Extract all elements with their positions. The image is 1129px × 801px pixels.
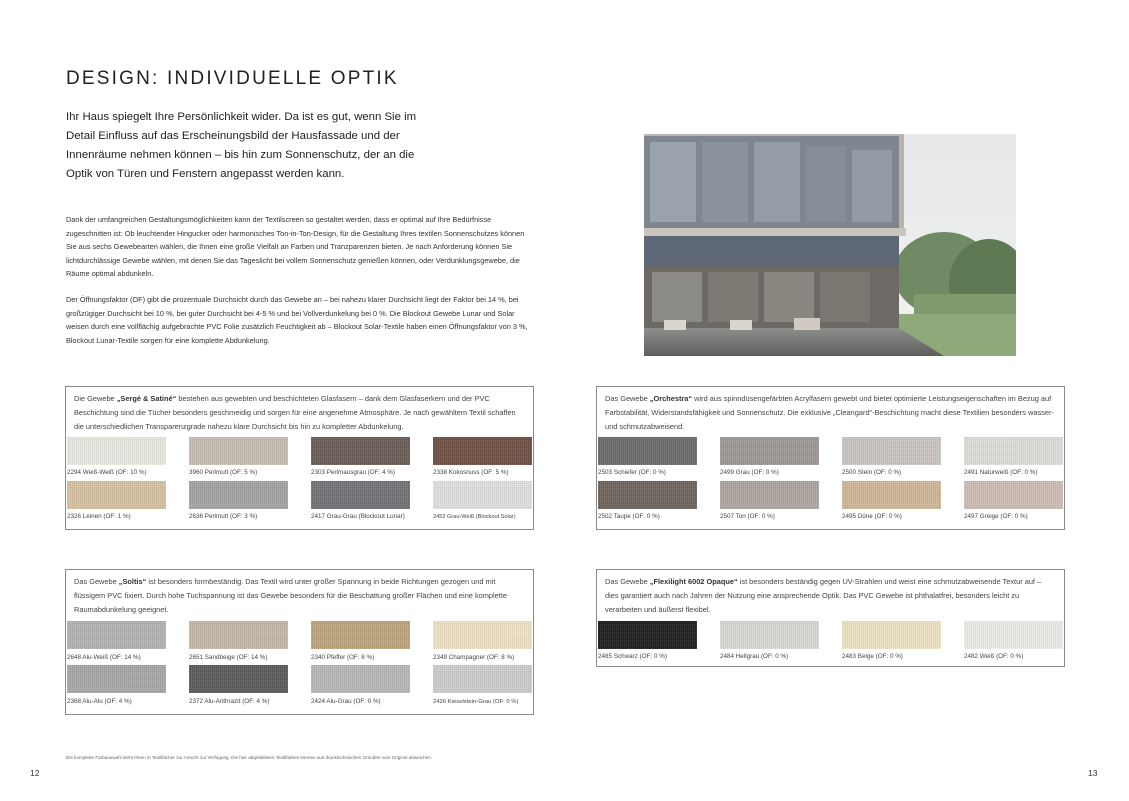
swatch-label: 2499 Grau (OF: 0 %) bbox=[720, 469, 779, 476]
fabric-box-soltis bbox=[65, 569, 534, 715]
page-number-right: 13 bbox=[1088, 768, 1098, 778]
fabric-swatch bbox=[67, 437, 166, 465]
fabric-swatch bbox=[311, 481, 410, 509]
swatch-label: 2651 Sandbeige (OF: 14 %) bbox=[189, 654, 268, 661]
fabric-swatch bbox=[433, 665, 532, 693]
fabric-name: „Orchestra“ bbox=[649, 394, 693, 403]
fabric-swatch bbox=[433, 621, 532, 649]
fabric-description: Das Gewebe „Orchestra“ wird aus spinndüsengefärbten Acrylfasern gewebt und bietet optimierte Leistungseigenschaften im Bezug auf Farbstabilität, Widerstandsfähigkeit und Sonnenschutz. Die exklusive „Cleangard“-Beschichtung macht diese Textilien besonders wasser- und schmutzabweisend. bbox=[605, 394, 1054, 431]
page-title: DESIGN: INDIVIDUELLE OPTIK bbox=[66, 68, 399, 89]
body-paragraph-1: Dank der umfangreichen Gestaltungsmöglichkeiten kann der Textilscreen so gestaltet werden, dass er optimal auf Ihre Bedürfnisse zugeschnitten ist: Ob leuchtender Hingucker oder harmonisches Ton-in-Ton-Design, für die Gestaltung Ihres textilen Sonnenschutzes können Sie aus sechs Gewebearten wählen, die Ihnen eine große Vielfalt an Farben und Tranzparenzen bieten. Je nach Anforderung können Sie lichtdurchlässige Gewebe wählen, mit denen Sie das Tageslicht bei vollem Sonnenschutz genießen können, oder Verdunklungsgewebe, die Räume optimal abdunkeln. bbox=[66, 215, 525, 278]
fabric-swatch bbox=[189, 481, 288, 509]
fabric-swatch bbox=[964, 437, 1063, 465]
intro-text: Ihr Haus spiegelt Ihre Persönlichkeit wider. Da ist es gut, wenn Sie im Detail Einfluss auf das Erscheinungsbild der Hausfassade und der Innenräume nehmen können – bis hin zum Sonnenschutz, der an die Optik von Türen und Fenstern angepasst werden kann. bbox=[66, 111, 417, 180]
fabric-box-flexilight bbox=[596, 569, 1065, 667]
swatch-label: 2485 Schwarz (OF: 0 %) bbox=[598, 653, 667, 660]
fabric-swatch bbox=[67, 665, 166, 693]
swatch-label: 2338 Kokosnuss (OF: 5 %) bbox=[433, 469, 509, 476]
fabric-box-serge-satine bbox=[65, 386, 534, 530]
fabric-swatch bbox=[720, 437, 819, 465]
swatch-label: 2326 Leinen (OF: 1 %) bbox=[67, 513, 131, 520]
body-paragraph-2: Der Öffnungsfaktor (OF) gibt die prozentuale Durchsicht durch das Gewebe an – bei nahezu klarer Durchsicht liegt der Faktor bei 14 %, bei großzügiger Durchsicht bei 10 %, bei guter Durchsicht bei 4-5 % und bei Vollverdunkelung bei 0 %. Die Blockout Gewebe Lunar und Solar weisen durch eine vollflächig aufgebrachte PVC Folie zusätzlich Feuchtigkeit ab – Blockout Solar-Textile haben einen Öffnungsfaktor von 3 %, Blockout Lunar-Textile sorgen für eine komplette Abdunkelung. bbox=[66, 295, 528, 345]
swatch-label: 2303 Perlmausgrau (OF: 4 %) bbox=[311, 469, 395, 476]
swatch-label: 2502 Taupe (OF: 0 %) bbox=[598, 513, 660, 520]
swatch-label: 2636 Perlmutt (OF: 3 %) bbox=[189, 513, 258, 520]
fabric-swatch bbox=[189, 621, 288, 649]
swatch-label: 3960 Perlmutt (OF: 5 %) bbox=[189, 469, 258, 476]
fabric-swatch bbox=[67, 621, 166, 649]
fabric-description: Das Gewebe „Soltis“ ist besonders formbeständig. Das Textil wird unter großer Spannung in beide Richtungen gezogen und mit flüssigem PVC fixiert. Durch hohe Tuchspannung ist das Gewebe besonders für die Beschattung großer Flächen und eine komplette Raumabdunkelung geeignet. bbox=[74, 577, 508, 614]
fabric-swatch bbox=[964, 621, 1063, 649]
swatch-label: 2648 Alu-Weiß (OF: 14 %) bbox=[67, 654, 141, 661]
fabric-swatch bbox=[598, 621, 697, 649]
fabric-swatch bbox=[433, 481, 532, 509]
fabric-swatch bbox=[67, 481, 166, 509]
fabric-swatch bbox=[598, 437, 697, 465]
fabric-description: Die Gewebe „Sergé & Satiné“ bestehen aus gewebten und beschichteten Glasfasern – dank dem Glasfaserkern und der PVC Beschichtung sind die Tücher besonders geschmeidig und sorgen für eine angenehme Atmosphäre. Je nach gewähltem Textil schaffen die unterschiedlichen Transparenzgrade nahezu klare Durchsicht bis hin zu kompletter Abdunkelung. bbox=[74, 394, 516, 431]
fabric-swatch bbox=[720, 621, 819, 649]
swatch-label: 2491 Naturweiß (OF: 0 %) bbox=[964, 469, 1038, 476]
fabric-swatch bbox=[720, 481, 819, 509]
fabric-swatch bbox=[311, 437, 410, 465]
fabric-box-orchestra bbox=[596, 386, 1065, 530]
swatch-label: 2484 Hellgrau (OF: 0 %) bbox=[720, 653, 789, 660]
page-number-left: 12 bbox=[30, 768, 40, 778]
fabric-swatch bbox=[842, 437, 941, 465]
fabric-swatch bbox=[842, 621, 941, 649]
house-photo bbox=[644, 134, 1016, 356]
footnote: Die komplette Farbauswahl steht Ihnen in Textilfächer zur Ansicht zur Verfügung. Die hier abgebildeten Textilfarben können aus drucktechnischen Gründen vom Original abweichen. bbox=[66, 755, 433, 760]
swatch-label: 2340 Pfeffer (OF: 8 %) bbox=[311, 654, 375, 661]
fabric-name: „Flexilight 6002 Opaque“ bbox=[649, 577, 738, 586]
fabric-swatch bbox=[311, 621, 410, 649]
swatch-label: 2483 Beige (OF: 0 %) bbox=[842, 653, 903, 660]
fabric-name: „Soltis“ bbox=[118, 577, 147, 586]
swatch-label: 2294 Weiß-Weiß (OF: 10 %) bbox=[67, 469, 147, 476]
fabric-swatch bbox=[598, 481, 697, 509]
swatch-label: 2417 Grau-Grau (Blockout Lunar) bbox=[311, 513, 405, 520]
swatch-label: 2503 Schiefer (OF: 0 %) bbox=[598, 469, 666, 476]
fabric-swatch bbox=[189, 665, 288, 693]
swatch-label: 2497 Greige (OF: 0 %) bbox=[964, 513, 1028, 520]
swatch-label: 2452 Grau-Weiß (Blockout Solar) bbox=[433, 514, 516, 520]
swatch-label: 2424 Alu-Grau (OF: 0 %) bbox=[311, 698, 381, 705]
swatch-label: 2426 Kieselstein-Grau (OF: 0 %) bbox=[433, 699, 519, 705]
swatch-label: 2368 Alu-Alu (OF: 4 %) bbox=[67, 698, 132, 705]
fabric-name: „Sergé & Satiné“ bbox=[116, 394, 177, 403]
swatch-label: 2372 Alu-Anthrazit (OF: 4 %) bbox=[189, 698, 270, 705]
fabric-swatch bbox=[842, 481, 941, 509]
fabric-description: Das Gewebe „Flexilight 6002 Opaque“ ist besonders beständig gegen UV-Strahlen und weist eine schmutzabweisende Textur auf – dies garantiert auch nach Jahren der Nutzung eine ansprechende Optik. Das PVC Gewebe ist phthalatfrei, besonders leicht zu verarbeiten und äußerst flexibel. bbox=[605, 577, 1042, 614]
swatch-label: 2349 Champagner (OF: 8 %) bbox=[433, 654, 515, 661]
fabric-swatch bbox=[189, 437, 288, 465]
fabric-swatch bbox=[311, 665, 410, 693]
swatch-label: 2507 Ton (OF: 0 %) bbox=[720, 513, 775, 520]
fabric-swatch bbox=[433, 437, 532, 465]
swatch-label: 2495 Düne (OF: 0 %) bbox=[842, 513, 902, 520]
fabric-swatch bbox=[964, 481, 1063, 509]
swatch-label: 2500 Stein (OF: 0 %) bbox=[842, 469, 902, 476]
swatch-label: 2482 Weiß (OF: 0 %) bbox=[964, 653, 1024, 660]
